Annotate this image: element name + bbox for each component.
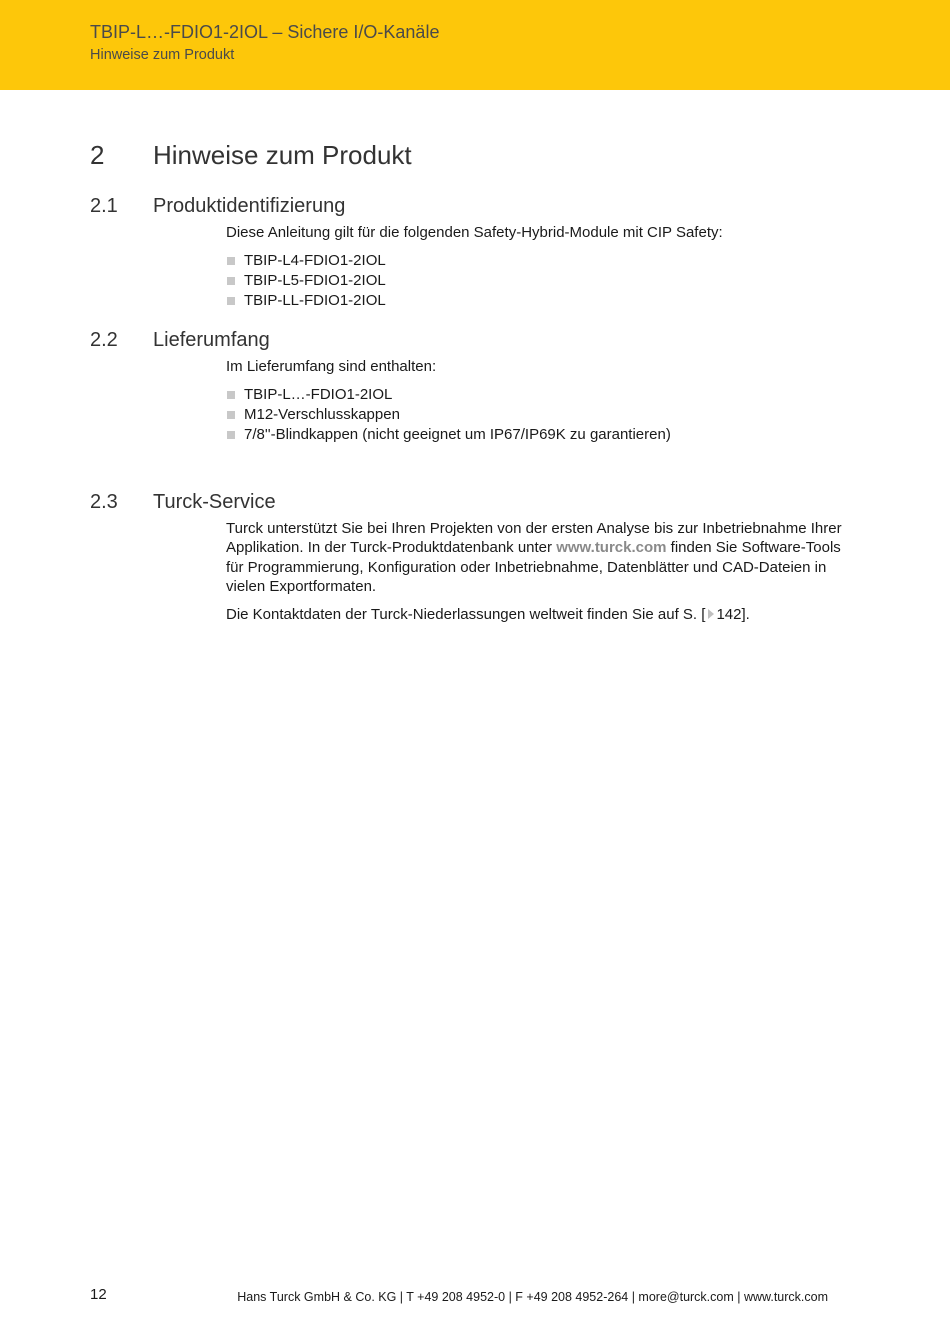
list-item: TBIP-LL-FDIO1-2IOL	[226, 291, 851, 311]
page-header	[0, 0, 950, 90]
section-number: 2.1	[90, 195, 118, 217]
square-bullet-icon	[227, 297, 235, 305]
section-heading-2-2	[90, 329, 850, 352]
section-intro: Im Lieferumfang sind enthalten:	[226, 358, 437, 375]
chapter-number: 2	[90, 140, 105, 170]
square-bullet-icon	[227, 431, 235, 439]
page-reference-link[interactable]: 142	[716, 606, 742, 623]
list-item: TBIP-L4-FDIO1-2IOL	[226, 251, 851, 271]
square-bullet-icon	[227, 391, 235, 399]
section-intro: Diese Anleitung gilt für die folgenden Safety-Hybrid-Module mit CIP Safety:	[226, 224, 723, 241]
square-bullet-icon	[227, 277, 235, 285]
document-subtitle: Hinweise zum Produkt	[90, 47, 235, 63]
turck-website-link[interactable]: www.turck.com	[556, 539, 667, 557]
section-title: Lieferumfang	[153, 329, 270, 351]
list-item: 7/8''-Blindkappen (nicht geeignet um IP67/IP69K zu garantieren)	[226, 425, 851, 445]
list-item: TBIP-L…-FDIO1-2IOL	[226, 385, 851, 405]
section-title: Turck-Service	[153, 491, 276, 513]
footer-contact: Hans Turck GmbH & Co. KG | T +49 208 4952-0 | F +49 208 4952-264 | more@turck.com | www.turck.com	[237, 1290, 828, 1304]
chapter-title: Hinweise zum Produkt	[153, 140, 412, 170]
service-paragraph: Turck unterstützt Sie bei Ihren Projekten von der ersten Analyse bis zur Inbetriebnahme Ihrer Applikation. In der Turck-Produktdatenbank unter www.turck.com finden Sie Software-Tools für Programmierung, Konfiguration oder Inbetriebnahme, Datenblätter und CAD-Dateien in vielen Exportformaten.	[226, 520, 842, 596]
delivery-list	[226, 385, 851, 445]
product-list	[226, 251, 851, 311]
section-heading-2-3	[90, 491, 850, 514]
square-bullet-icon	[227, 257, 235, 265]
contact-paragraph: Die Kontaktdaten der Turck-Niederlassungen weltweit finden Sie auf S. [ 142].	[226, 606, 750, 623]
arrow-right-icon	[708, 609, 714, 619]
page-number: 12	[90, 1286, 107, 1303]
list-item: TBIP-L5-FDIO1-2IOL	[226, 271, 851, 291]
document-title: TBIP-L…-FDIO1-2IOL – Sichere I/O-Kanäle	[90, 22, 440, 42]
square-bullet-icon	[227, 411, 235, 419]
section-title: Produktidentifizierung	[153, 195, 346, 217]
section-heading-2-1	[90, 195, 850, 218]
section-number: 2.2	[90, 329, 118, 351]
chapter-heading	[90, 140, 850, 171]
list-item: M12-Verschlusskappen	[226, 405, 851, 425]
section-number: 2.3	[90, 491, 118, 513]
